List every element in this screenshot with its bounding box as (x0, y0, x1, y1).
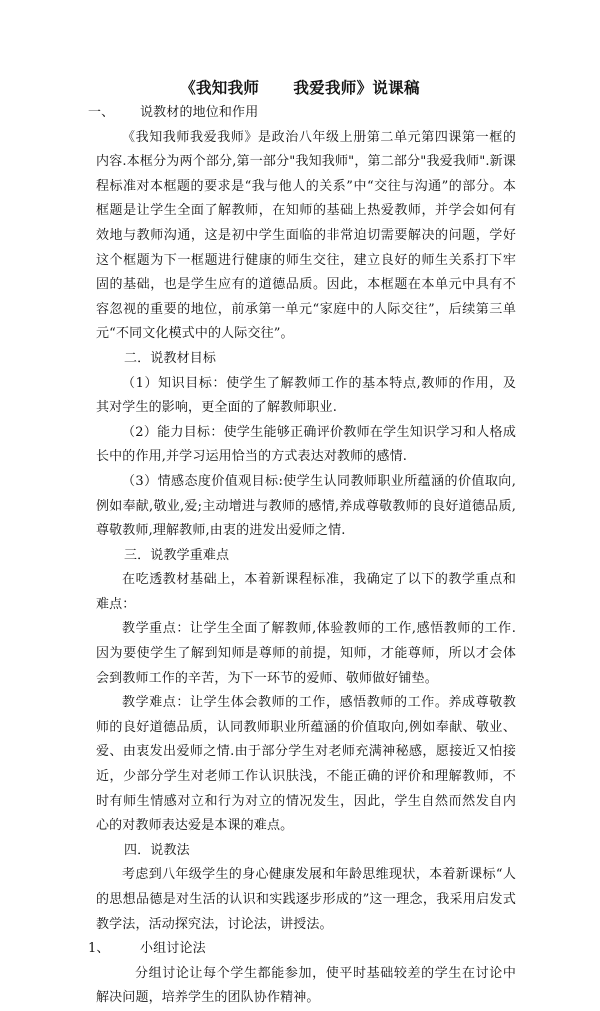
paragraph-teaching-focus: 教学重点：让学生全面了解教师,体验教师的工作,感悟教师的工作.因为要使学生了解到知师是尊师的前提，知师，才能尊师，所以才会体会到教师工作的辛苦，为下一环节的爱师、敬师做好铺垫。 (96, 621, 516, 686)
section-number: 一、 (88, 105, 115, 120)
document-body (88, 101, 516, 1011)
subsection-number: 1、 (88, 941, 110, 957)
paragraph-knowledge-goal: （1）知识目标：使学生了解教师工作的基本特点,教师的作用，及其对学生的影响，更全面的了解教师职业. (96, 375, 516, 416)
section-heading-3: 三．说教学重难点 (124, 547, 230, 563)
section-title: 说教材的地位和作用 (140, 105, 259, 120)
paragraph-intro-key-points: 在吃透教材基础上，本着新课程标准，我确定了以下的教学重点和难点： (96, 572, 516, 612)
paragraph-emotion-goal: （3）情感态度价值观目标:使学生认同教师职业所蕴涵的价值取向,例如奉献,敬业,爱;主动增进与教师的感情,养成尊敬教师的良好道德品质,尊敬教师,理解教师,由衷的进发出爱师之情. (96, 473, 516, 539)
paragraph-group-discussion: 分组讨论让每个学生都能参加，使平时基础较差的学生在讨论中解决问题，培养学生的团队协作精神。 (96, 965, 516, 1006)
section-heading-1 (88, 101, 516, 126)
paragraph-teaching-method: 考虑到八年级学生的身心健康发展和年龄思维现状，本着新课标“人的思想品德是对生活的认识和实践逐步形成的”这一理念，我采用启发式教学法，活动探究法，讨论法，讲授法。 (96, 867, 516, 932)
section-heading-2: 二．说教材目标 (124, 350, 217, 366)
paragraph-teaching-difficulty: 教学难点：让学生体会教师的工作，感悟教师的工作。养成尊敬教师的良好道德品质，认同教师职业所蕴涵的价值取向,例如奉献、敬业、爱、由衷发出爱师之情.由于部分学生对老师充满神秘感，愿接近又怕接近，少部分学生对老师工作认识肤浅，不能正确的评价和理解教师，不时有师生情感对立和行为对立的情况发生，因此，学生自然而然发自内心的对教师表达爱是本课的难点。 (96, 695, 516, 834)
subsection-heading-1 (88, 937, 516, 962)
section-heading-4: 四．说教法 (124, 842, 190, 858)
paragraph-ability-goal: （2）能力目标：使学生能够正确评价教师在学生知识学习和人格成长中的作用,并学习运用恰当的方式表达对教师的感情. (96, 424, 516, 465)
document-title: 《我知我师 我爱我师》说课稿 (180, 78, 420, 97)
subsection-title: 小组讨论法 (140, 941, 206, 957)
paragraph-textbook-role: 《我知我师我爱我师》是政治八年级上册第二单元第四课第一框的内容.本框分为两个部分,第一部分"我知我师"，第二部分"我爱我师".新课程标准对本框题的要求是“我与他人的关系”中“交往与沟通”的部分。本框题是让学生全面了解教师，在知师的基础上热爱教师，并学会如何有效地与教师沟通，这是初中学生面临的非常迫切需要解决的问题，学好这个框题为下一框题进行健康的师生交往，建立良好的师生关系打下牢固的基础，也是学生应有的道德品质。因此，本框题在本单元中具有不容忽视的重要的地位，前承第一单元“家庭中的人际交往”，后续第三单元“不同文化模式中的人际交往”。 (96, 129, 516, 342)
